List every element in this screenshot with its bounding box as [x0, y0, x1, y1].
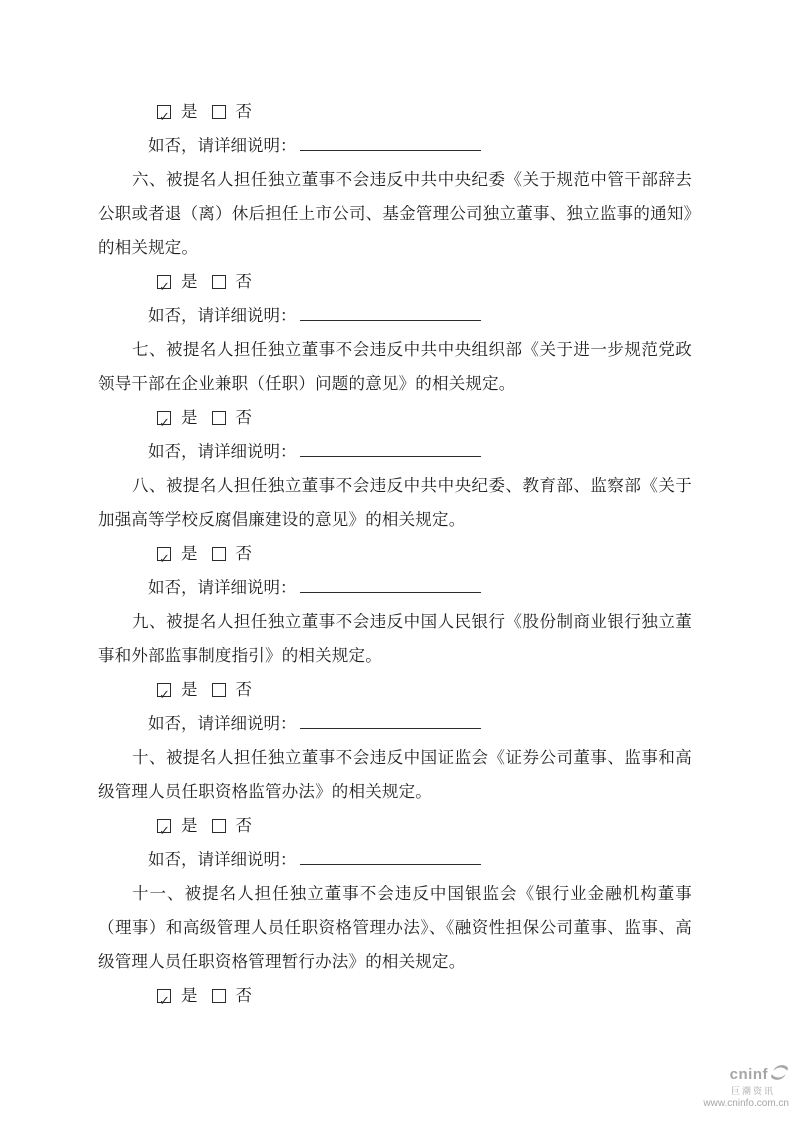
detail-blank-line [300, 713, 481, 729]
detail-prompt-row [98, 129, 692, 163]
statement-text: 九、被提名人担任独立董事不会违反中国人民银行《股份制商业银行独立董事和外部监事制度指引》的相关规定。 [98, 612, 692, 665]
document-body [98, 95, 692, 1013]
answer-row [98, 537, 692, 571]
no-label: 否 [235, 680, 252, 699]
no-label: 否 [235, 408, 252, 427]
detail-prompt-row [98, 843, 692, 877]
yes-checkbox [157, 989, 171, 1003]
yes-label: 是 [181, 544, 198, 563]
yes-checkbox [157, 275, 171, 289]
yes-label: 是 [181, 272, 198, 291]
detail-blank-line [300, 135, 481, 151]
declaration-section [98, 469, 692, 605]
declaration-section [98, 163, 692, 333]
no-label: 否 [235, 816, 252, 835]
sections [98, 95, 692, 1013]
cninfo-url: www.cninfo.com.cn [703, 1097, 789, 1109]
yes-checkbox [157, 105, 171, 119]
detail-prompt-label: 如否，请详细说明： [148, 306, 297, 325]
cninfo-subtitle: 巨潮资讯 [730, 1086, 775, 1097]
answer-row [98, 265, 692, 299]
detail-prompt-label: 如否，请详细说明： [148, 442, 297, 461]
cninfo-swirl-icon [770, 1064, 789, 1086]
answer-row [98, 95, 692, 129]
no-checkbox [212, 411, 226, 425]
declaration-section [98, 605, 692, 741]
yes-label: 是 [181, 680, 198, 699]
no-checkbox [212, 275, 226, 289]
detail-prompt-label: 如否，请详细说明： [148, 578, 297, 597]
declaration-section [98, 877, 692, 1013]
declaration-section [98, 95, 692, 163]
detail-prompt-label: 如否，请详细说明： [148, 850, 297, 869]
no-label: 否 [235, 272, 252, 291]
declaration-section [98, 741, 692, 877]
detail-prompt-row [98, 707, 692, 741]
detail-prompt-row [98, 571, 692, 605]
cninfo-logo [703, 1064, 789, 1086]
no-label: 否 [235, 544, 252, 563]
statement-text: 十、被提名人担任独立董事不会违反中国证监会《证券公司董事、监事和高级管理人员任职资格监管办法》的相关规定。 [98, 748, 692, 801]
statement-text: 七、被提名人担任独立董事不会违反中共中央组织部《关于进一步规范党政领导干部在企业兼职（任职）问题的意见》的相关规定。 [98, 340, 692, 393]
no-label: 否 [235, 986, 252, 1005]
detail-blank-line [300, 305, 481, 321]
cninfo-watermark [703, 1064, 789, 1109]
yes-checkbox [157, 547, 171, 561]
detail-prompt-row [98, 299, 692, 333]
no-checkbox [212, 989, 226, 1003]
declaration-section [98, 333, 692, 469]
detail-prompt-label: 如否，请详细说明： [148, 136, 297, 155]
statement-text: 六、被提名人担任独立董事不会违反中共中央纪委《关于规范中管干部辞去公职或者退（离）休后担任上市公司、基金管理公司独立董事、独立监事的通知》的相关规定。 [98, 170, 692, 257]
statement-text: 八、被提名人担任独立董事不会违反中共中央纪委、教育部、监察部《关于加强高等学校反腐倡廉建设的意见》的相关规定。 [98, 476, 692, 529]
no-checkbox [212, 683, 226, 697]
yes-checkbox [157, 411, 171, 425]
answer-row [98, 673, 692, 707]
answer-row [98, 401, 692, 435]
answer-row [98, 809, 692, 843]
detail-blank-line [300, 441, 481, 457]
yes-label: 是 [181, 986, 198, 1005]
yes-label: 是 [181, 102, 198, 121]
yes-label: 是 [181, 816, 198, 835]
yes-checkbox [157, 819, 171, 833]
detail-blank-line [300, 849, 481, 865]
cninfo-logo-text: cninf [729, 1066, 768, 1084]
detail-prompt-label: 如否，请详细说明： [148, 714, 297, 733]
no-checkbox [212, 105, 226, 119]
statement-text: 十一、被提名人担任独立董事不会违反中国银监会《银行业金融机构董事（理事）和高级管理人员任职资格管理办法》、《融资性担保公司董事、监事、高级管理人员任职资格管理暂行办法》的相关规定。 [98, 884, 692, 971]
detail-blank-line [300, 577, 481, 593]
yes-label: 是 [181, 408, 198, 427]
detail-prompt-row [98, 435, 692, 469]
no-checkbox [212, 819, 226, 833]
no-label: 否 [235, 102, 252, 121]
answer-row [98, 979, 692, 1013]
no-checkbox [212, 547, 226, 561]
yes-checkbox [157, 683, 171, 697]
